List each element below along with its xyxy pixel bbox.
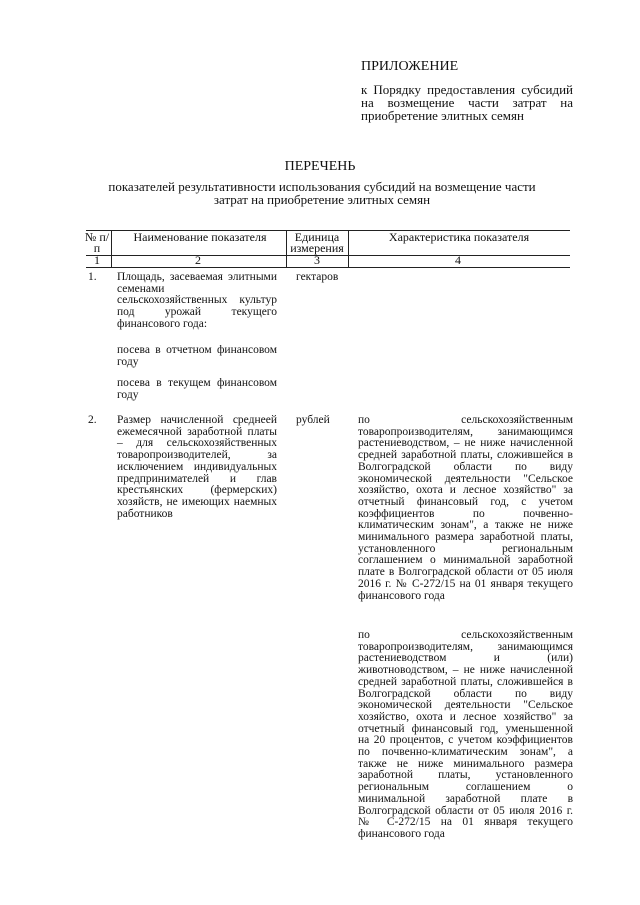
document-title: ПЕРЕЧЕНЬ xyxy=(284,159,356,174)
header-name: Наименование показателя xyxy=(133,230,267,244)
row-sub-item: посева в текущем финансовом году xyxy=(117,377,277,401)
appendix-text: к Порядку предоставления субсидий на возмещение части затрат на приобретение элитных семян xyxy=(361,82,573,123)
row-sub-item: посева в отчетном финансовом году xyxy=(117,344,277,368)
header-divider-3 xyxy=(348,230,349,267)
column-number-3: 3 xyxy=(314,253,320,267)
row-unit: рублей xyxy=(296,414,330,426)
appendix-block xyxy=(361,60,573,122)
column-number-4: 4 xyxy=(455,253,461,267)
row-unit: гектаров xyxy=(296,271,339,283)
header-divider-1 xyxy=(111,230,112,267)
document-subtitle: показателей результативности использования субсидий на возмещение части затрат на приобретение элитных семян xyxy=(108,179,536,207)
header-unit: Единица измерения xyxy=(290,230,344,255)
header-bottom-rule xyxy=(86,267,570,268)
row-number: 2. xyxy=(88,414,97,426)
header-characteristic: Характеристика показателя xyxy=(388,230,530,244)
header-num: № п/п xyxy=(84,230,110,255)
row-name: Площадь, засеваемая элитными семенами сельскохозяйственных культур под урожай текущего финансового года: xyxy=(117,271,277,330)
row-characteristic: по сельскохозяйственным товаропроизводителям, занимающимся растениеводством, – не ниже начисленной средней заработной платы, сложившейся в Волгоградской области по виду экономической деятельности "Сельское хозяйство, охота и лесное хозяйство" за отчетный финансовый год, с учетом коэффициентов по почвенно-климатическим зонам", а также не ниже минимального размера заработной платы, установленного региональным соглашением о минимальной заработной плате в Волгоградской области от 05 июля 2016 г. № С-272/15 на 01 января текущего финансового года xyxy=(358,414,573,602)
column-number-2: 2 xyxy=(195,253,201,267)
row-number: 1. xyxy=(88,271,97,283)
row-name: Размер начисленной среднеей ежемесячной заработной платы – для сельскохозяйственных товаропроизводителей, за исключением индивидуальных предпринимателей и глав крестьянских (фермерских) хозяйств, не имеющих наемных работников xyxy=(117,414,277,520)
column-number-1: 1 xyxy=(94,253,100,267)
row-characteristic: по сельскохозяйственным товаропроизводителям, занимающимся растениеводством и (или) животноводством, – не ниже начисленной средней заработной платы, сложившейся в Волгоградской области по виду экономической деятельности "Сельское хозяйство, охота и лесное хозяйство" за отчетный финансовый год, уменьшенной на 20 процентов, с учетом коэффициентов по почвенно-климатическим зонам", а также не ниже минимального размера заработной платы, установленного региональным соглашением о минимальной заработной плате в Волгоградской области от 05 июля 2016 г. № С-272/15 на 01 января текущего финансового года xyxy=(358,629,573,840)
header-middle-rule xyxy=(86,255,570,256)
appendix-heading: ПРИЛОЖЕНИЕ xyxy=(361,59,459,74)
header-divider-2 xyxy=(286,230,287,267)
